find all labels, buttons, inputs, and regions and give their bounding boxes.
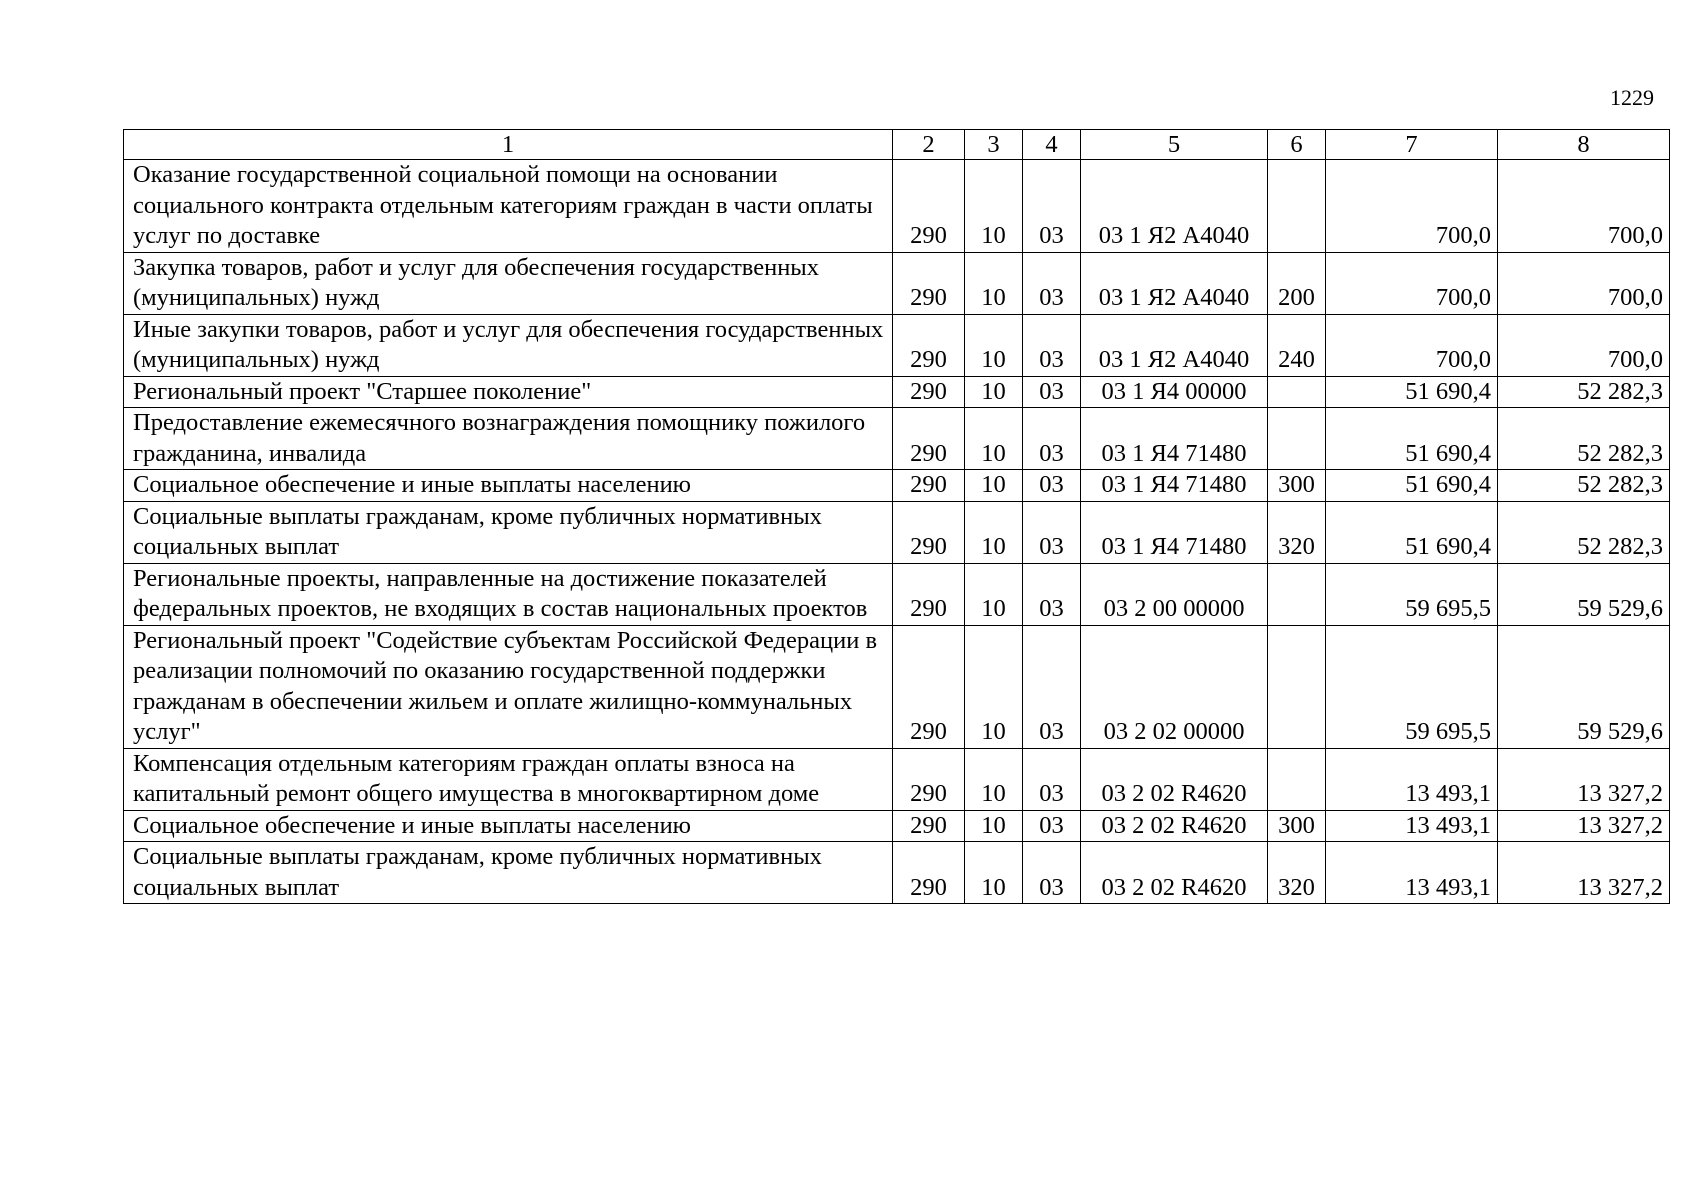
row-cell-8: 59 529,6: [1498, 563, 1670, 625]
row-cell-5: 03 1 Я4 71480: [1081, 408, 1268, 470]
column-header-5: 5: [1081, 130, 1268, 160]
table-row: [124, 408, 1670, 470]
row-cell-2: 290: [893, 376, 965, 408]
table-row: [124, 810, 1670, 842]
row-cell-2: 290: [893, 160, 965, 253]
row-cell-7: 51 690,4: [1326, 376, 1498, 408]
row-cell-7: 51 690,4: [1326, 501, 1498, 563]
page-number: 1229: [1610, 85, 1654, 110]
row-cell-7: 700,0: [1326, 314, 1498, 376]
row-description: Иные закупки товаров, работ и услуг для обеспечения государственных (муниципальных) нужд: [124, 314, 893, 376]
table-row: [124, 376, 1670, 408]
row-cell-7: 51 690,4: [1326, 470, 1498, 502]
row-cell-6: [1268, 408, 1326, 470]
row-cell-4: 03: [1023, 842, 1081, 904]
row-cell-8: 13 327,2: [1498, 842, 1670, 904]
row-cell-8: 13 327,2: [1498, 810, 1670, 842]
table-row: [124, 748, 1670, 810]
row-cell-5: 03 1 Я4 71480: [1081, 470, 1268, 502]
row-cell-2: 290: [893, 252, 965, 314]
row-cell-7: 51 690,4: [1326, 408, 1498, 470]
row-cell-4: 03: [1023, 408, 1081, 470]
row-cell-3: 10: [965, 563, 1023, 625]
row-cell-7: 59 695,5: [1326, 625, 1498, 748]
row-cell-3: 10: [965, 470, 1023, 502]
row-cell-8: 700,0: [1498, 252, 1670, 314]
row-cell-3: 10: [965, 376, 1023, 408]
row-cell-4: 03: [1023, 160, 1081, 253]
row-cell-4: 03: [1023, 748, 1081, 810]
row-cell-7: 13 493,1: [1326, 842, 1498, 904]
table-row: [124, 563, 1670, 625]
column-number-row: [124, 130, 1670, 160]
row-cell-7: 700,0: [1326, 252, 1498, 314]
row-cell-5: 03 1 Я4 00000: [1081, 376, 1268, 408]
table-row: [124, 625, 1670, 748]
table-row: [124, 314, 1670, 376]
row-cell-2: 290: [893, 563, 965, 625]
row-cell-5: 03 1 Я2 А4040: [1081, 160, 1268, 253]
row-cell-3: 10: [965, 625, 1023, 748]
row-cell-8: 52 282,3: [1498, 470, 1670, 502]
row-cell-8: 52 282,3: [1498, 376, 1670, 408]
row-cell-4: 03: [1023, 252, 1081, 314]
row-description: Региональные проекты, направленные на достижение показателей федеральных проектов, не входящих в состав национальных проектов: [124, 563, 893, 625]
row-cell-7: 700,0: [1326, 160, 1498, 253]
row-cell-7: 13 493,1: [1326, 748, 1498, 810]
table-row: [124, 160, 1670, 253]
row-cell-8: 52 282,3: [1498, 501, 1670, 563]
row-cell-6: [1268, 563, 1326, 625]
row-cell-5: 03 2 02 00000: [1081, 625, 1268, 748]
row-cell-6: 320: [1268, 842, 1326, 904]
table-row: [124, 501, 1670, 563]
row-cell-6: [1268, 748, 1326, 810]
row-cell-5: 03 2 02 R4620: [1081, 810, 1268, 842]
row-cell-3: 10: [965, 842, 1023, 904]
row-cell-2: 290: [893, 501, 965, 563]
row-cell-7: 59 695,5: [1326, 563, 1498, 625]
column-header-6: 6: [1268, 130, 1326, 160]
row-cell-6: 200: [1268, 252, 1326, 314]
row-cell-3: 10: [965, 501, 1023, 563]
column-header-7: 7: [1326, 130, 1498, 160]
row-cell-2: 290: [893, 314, 965, 376]
row-cell-4: 03: [1023, 314, 1081, 376]
row-description: Закупка товаров, работ и услуг для обеспечения государственных (муниципальных) нужд: [124, 252, 893, 314]
row-cell-4: 03: [1023, 625, 1081, 748]
row-description: Компенсация отдельным категориям граждан оплаты взноса на капитальный ремонт общего имущества в многоквартирном доме: [124, 748, 893, 810]
row-cell-8: 52 282,3: [1498, 408, 1670, 470]
row-cell-8: 700,0: [1498, 314, 1670, 376]
row-cell-3: 10: [965, 810, 1023, 842]
table-row: [124, 842, 1670, 904]
row-cell-5: 03 2 00 00000: [1081, 563, 1268, 625]
row-cell-6: [1268, 376, 1326, 408]
row-cell-2: 290: [893, 810, 965, 842]
row-cell-3: 10: [965, 408, 1023, 470]
row-cell-3: 10: [965, 252, 1023, 314]
row-cell-4: 03: [1023, 470, 1081, 502]
row-cell-5: 03 2 02 R4620: [1081, 748, 1268, 810]
row-cell-6: [1268, 625, 1326, 748]
row-cell-8: 700,0: [1498, 160, 1670, 253]
row-cell-5: 03 2 02 R4620: [1081, 842, 1268, 904]
row-description: Региональный проект "Содействие субъектам Российской Федерации в реализации полномочий по оказанию государственной поддержки гражданам в обеспечении жильем и оплате жилищно-коммунальных услуг": [124, 625, 893, 748]
row-cell-4: 03: [1023, 563, 1081, 625]
row-cell-8: 13 327,2: [1498, 748, 1670, 810]
row-cell-5: 03 1 Я2 А4040: [1081, 252, 1268, 314]
row-cell-4: 03: [1023, 810, 1081, 842]
row-description: Оказание государственной социальной помощи на основании социального контракта отдельным категориям граждан в части оплаты услуг по доставке: [124, 160, 893, 253]
row-cell-6: 240: [1268, 314, 1326, 376]
row-cell-2: 290: [893, 625, 965, 748]
column-header-1: 1: [124, 130, 893, 160]
row-cell-4: 03: [1023, 501, 1081, 563]
column-header-2: 2: [893, 130, 965, 160]
row-cell-3: 10: [965, 314, 1023, 376]
budget-table: [123, 129, 1670, 904]
row-description: Предоставление ежемесячного вознаграждения помощнику пожилого гражданина, инвалида: [124, 408, 893, 470]
column-header-4: 4: [1023, 130, 1081, 160]
row-cell-2: 290: [893, 470, 965, 502]
row-description: Социальные выплаты гражданам, кроме публичных нормативных социальных выплат: [124, 842, 893, 904]
row-cell-3: 10: [965, 748, 1023, 810]
row-cell-5: 03 1 Я2 А4040: [1081, 314, 1268, 376]
row-cell-4: 03: [1023, 376, 1081, 408]
row-description: Социальное обеспечение и иные выплаты населению: [124, 470, 893, 502]
row-cell-2: 290: [893, 748, 965, 810]
row-cell-6: 300: [1268, 470, 1326, 502]
row-cell-2: 290: [893, 842, 965, 904]
row-cell-6: 320: [1268, 501, 1326, 563]
row-description: Социальные выплаты гражданам, кроме публичных нормативных социальных выплат: [124, 501, 893, 563]
column-header-8: 8: [1498, 130, 1670, 160]
table-row: [124, 470, 1670, 502]
row-cell-5: 03 1 Я4 71480: [1081, 501, 1268, 563]
row-cell-2: 290: [893, 408, 965, 470]
row-cell-6: 300: [1268, 810, 1326, 842]
column-header-3: 3: [965, 130, 1023, 160]
row-cell-3: 10: [965, 160, 1023, 253]
table-row: [124, 252, 1670, 314]
row-cell-8: 59 529,6: [1498, 625, 1670, 748]
row-cell-7: 13 493,1: [1326, 810, 1498, 842]
row-description: Региональный проект "Старшее поколение": [124, 376, 893, 408]
row-description: Социальное обеспечение и иные выплаты населению: [124, 810, 893, 842]
row-cell-6: [1268, 160, 1326, 253]
